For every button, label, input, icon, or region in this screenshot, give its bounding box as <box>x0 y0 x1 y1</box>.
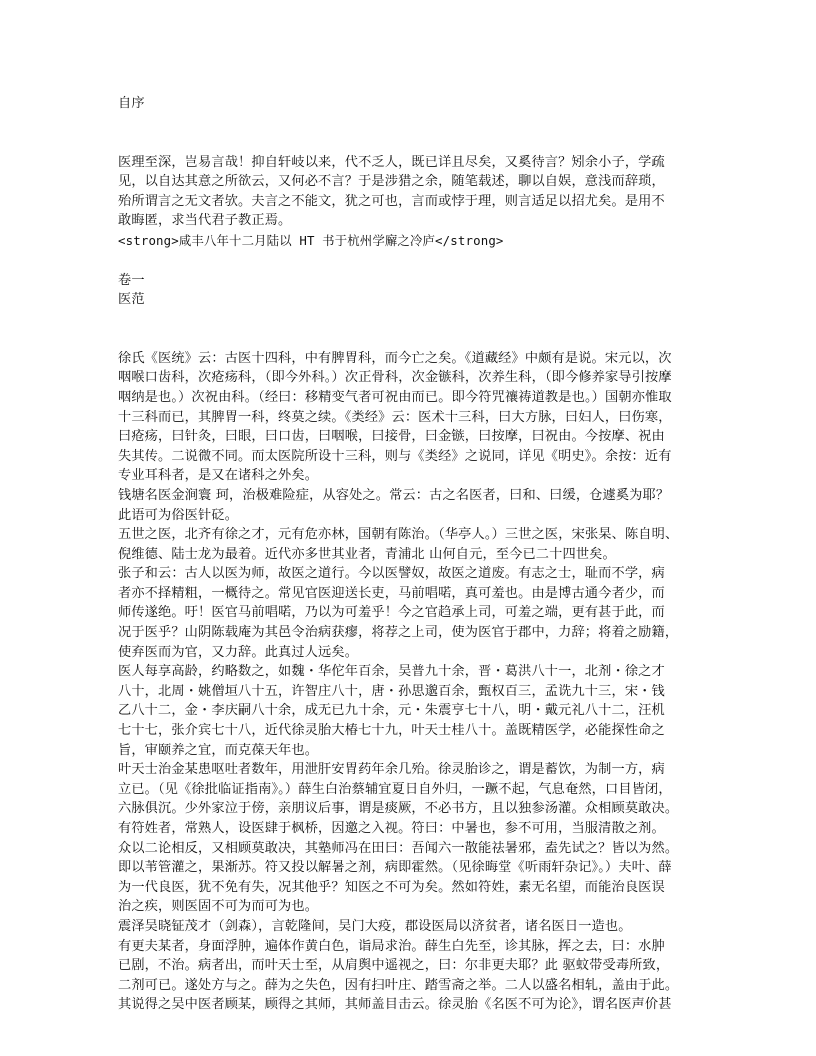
body-line: 使弃医而为官，又力辞。此真过人远矣。 <box>118 644 359 660</box>
document-page <box>118 94 700 1015</box>
body-line: 十三科而已，其脾胃一科，终莫之续。《类经》云：医术十三科，曰大方脉，曰妇人，曰伤寒， <box>118 409 672 425</box>
body-line: 二剂可已。遂处方与之。薛为之失色，因有扫叶庄、踏雪斋之举。二人以盛名相轧，盖由于此。 <box>118 977 679 993</box>
body-line: 即以苇管灌之，果渐苏。符又投以解暑之剂，病即霍然。（见徐晦堂《听雨轩杂记》。）夫叶、薛 <box>118 860 672 876</box>
body-line: 震泽吴晓钲茂才（剑森），言乾隆间，吴门大疫，郡设医局以济贫者，诸名医日一造也。 <box>118 918 632 934</box>
body-line: 其说得之吴中医者顾某，顾得之其师，其师盖目击云。徐灵胎《名医不可为论》，谓名医声价甚 <box>118 997 672 1013</box>
body-line: 曰疮疡，曰针灸，曰眼，曰口齿，曰咽喉，曰接骨，曰金镞，曰按摩，曰祝由。今按摩、祝由 <box>118 429 665 445</box>
body-line: 者亦不择精粗，一概待之。常见官医迎送长吏，马前唱喏，真可羞也。由是博古通今者少，而 <box>118 585 665 601</box>
preface-line: 医理至深，岂易言哉！抑自轩岐以来，代不乏人，既已详且尽矣，又奚待言？矧余小子，学疏 <box>118 154 665 170</box>
spacer <box>118 310 700 349</box>
body-line: 此语可为俗医针砭。 <box>118 507 239 523</box>
body-line: 旨，审颐养之宜，而克葆天年也。 <box>118 742 319 758</box>
body-line: 立已。（见《徐批临证指南》。）薛生白治蔡辅宜夏日自外归，一蹶不起，气息奄然，口目皆闭， <box>118 781 672 797</box>
body-line: 八十，北周・姚僧垣八十五，许智庄八十，唐・孙思邈百余，甄权百三，孟诜九十三，宋・钱 <box>118 683 665 699</box>
volume-label: 卷一 <box>118 272 145 288</box>
preface-line: 敢晦匿，求当代君子教正焉。 <box>118 213 292 229</box>
body-line: 五世之医，北齐有徐之才，元有危亦林，国朝有陈治。（华亭人。）三世之医，宋张杲、陈自明、 <box>118 527 679 543</box>
body-line: 治之疾，则医固不可为而可为也。 <box>118 899 319 915</box>
body-line: 众以二论相反，又相顾莫敢决，其塾师冯在田曰：吾闻六一散能祛暑邪，盍先试之？皆以为然。 <box>118 840 679 856</box>
body-line: 钱塘名医金涧寰 珂，治极难险症，从容处之。常云：古之名医者，曰和、曰缓，仓遽奚为耶？ <box>118 487 670 503</box>
preface-line: 殆所谓言之无文者欤。夫言之不能文，犹之可也，言而或悖于理，则言适足以招尤矣。是用不 <box>118 193 665 209</box>
body-line: 医人每享高龄，约略数之，如魏・华佗年百余，吴普九十余，晋・葛洪八十一，北剂・徐之才 <box>118 664 665 680</box>
body-line: 叶天士治金某患呕吐者数年，用泄肝安胃药年余几殆。徐灵胎诊之，谓是蓄饮，为制一方，病 <box>118 762 665 778</box>
body-line: 失其传。二说微不同。而太医院所设十三科，则与《类经》之说同，详见《明史》。余按：近有 <box>118 448 672 464</box>
body-line: 有更夫某者，身面浮肿，遍体作黄白色，诣局求治。薛生白先至，诊其脉，挥之去，曰：水肿 <box>118 938 665 954</box>
body-line: 专业耳科者，是又在诸科之外矣。 <box>118 468 319 484</box>
body-line: 师传遂绝。吁！医官马前唱喏，乃以为可羞乎！今之官趋承上司，可羞之端，更有甚于此，而 <box>118 605 665 621</box>
body-line: 咽纳是也。）次祝由科。（经曰：移精变气者可祝由而已。即今符咒禳祷道教是也。）国朝亦惟取 <box>118 389 672 405</box>
body-line: 倪维德、陆士龙为最着。近代亦多世其业者，青浦北 山何自元，至今已二十四世矣。 <box>118 546 616 562</box>
body-line: 乙八十二，金・李庆嗣八十余，成无已九十余，元・朱震亨七十八，明・戴元礼八十二，汪机 <box>118 703 665 719</box>
body-line: 咽喉口齿科，次疮疡科，（即今外科。）次正骨科，次金镞科，次养生科，（即今修养家导引按摩 <box>118 370 672 386</box>
body-line: 六脉俱沉。少外家泣于傍，亲朋议后事，谓是痰厥，不必书方，且以独参汤灌。众相顾莫敢决。 <box>118 801 679 817</box>
section-body <box>118 349 700 1015</box>
preface-line: 见，以自达其意之所欲云，又何必不言？于是涉猎之余，随笔载述，聊以自娱，意浅而辞琐， <box>118 174 665 190</box>
preface-title: 自序 <box>118 96 145 111</box>
spacer <box>118 251 700 271</box>
body-line: 为一代良医，犹不免有失，况其他乎？知医之不可为矣。然如符姓，素无名望，而能治良医误 <box>118 879 665 895</box>
body-line: 有符姓者，常熟人，设医肆于枫桥，因邀之入视。符曰：中暑也，参不可用，当服清散之剂。 <box>118 821 665 836</box>
body-line: 已剧，不治。病者出，而叶天士至，从肩舆中遥视之，曰：尔非更夫耶？此 驱蚊带受毒所致， <box>118 958 670 974</box>
body-line: 七十七，张介宾七十八，近代徐灵胎大椿七十九，叶天士桂八十。盖既精医学，必能探性命之 <box>118 723 665 739</box>
signature-line: <strong>咸丰八年十二月陆以 HT 书于杭州学廨之冷庐</strong> <box>118 232 504 248</box>
body-line: 徐氏《医统》云：古医十四科，中有脾胃科，而今亡之矣。《道藏经》中颇有是说。宋元以，次 <box>118 350 672 366</box>
spacer <box>118 114 700 153</box>
section-title: 医范 <box>118 292 145 308</box>
preface-body <box>118 153 700 251</box>
body-line: 张子和云：古人以医为师，故医之道行。今以医譬奴，故医之道废。有志之士，耻而不学，病 <box>118 566 665 582</box>
body-line: 况于医乎？山阴陈载庵为其邑令治病获瘳，将荐之上司，使为医官于郡中，力辞；将着之励籍， <box>118 625 679 641</box>
